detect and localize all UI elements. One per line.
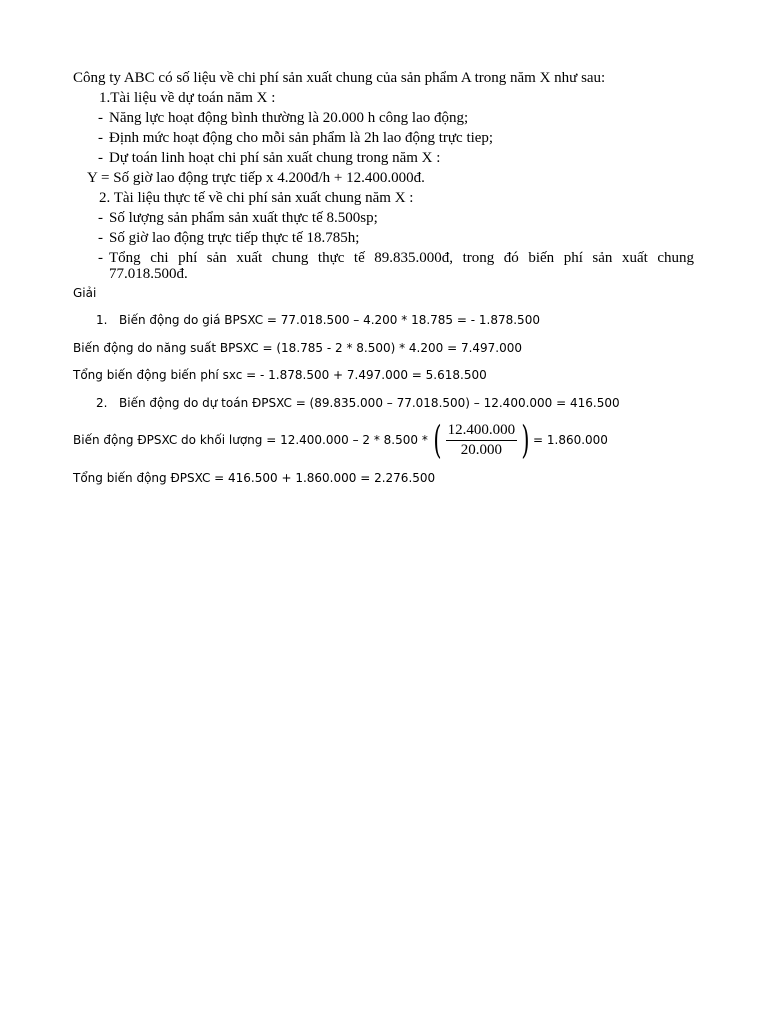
list-item-text: Dự toán linh hoạt chi phí sản xuất chung trong năm X : [109,150,441,166]
list-dash: - [98,230,103,246]
list-item-text: Năng lực hoạt động bình thường là 20.000 h công lao động; [109,110,469,126]
list-item-text: Số lượng sản phẩm sản xuất thực tế 8.500sp; [109,210,378,226]
solution-line-volume [73,420,608,460]
list-dash: - [98,250,103,266]
paren-open: ( [433,418,442,462]
volume-suffix: = 1.860.000 [533,433,608,447]
solution-item1-number: 1. [96,313,108,327]
solution-item2-number: 2. [96,396,108,410]
solution-item2-text: Biến động do dự toán ĐPSXC = (89.835.000 – 77.018.500) – 12.400.000 = 416.500 [119,396,620,410]
fraction-numerator: 12.400.000 [446,422,518,441]
list-dash: - [98,210,103,226]
solution-heading: Giải [73,286,97,300]
solution-line-productivity: Biến động do năng suất BPSXC = (18.785 - 2 * 8.500) * 4.200 = 7.497.000 [73,341,523,355]
solution-line-total-variable: Tổng biến động biến phí sxc = - 1.878.500 + 7.497.000 = 5.618.500 [73,368,487,382]
paren-close: ) [521,418,530,462]
fraction-denominator: 20.000 [460,441,503,458]
problem-intro: Công ty ABC có số liệu về chi phí sản xuất chung của sản phẩm A trong năm X như sau: [73,70,606,86]
list-dash: - [98,130,103,146]
list-dash: - [98,110,103,126]
section1-title: 1.Tài liệu về dự toán năm X : [99,90,276,106]
solution-item1-text: Biến động do giá BPSXC = 77.018.500 – 4.200 * 18.785 = - 1.878.500 [119,313,540,327]
section2-last-line2: 77.018.500đ. [109,266,188,282]
section2-last-line1: Tổng chi phí sản xuất chung thực tế 89.835.000đ, trong đó biến phí sản xuất chung [109,250,694,266]
section2-title: 2. Tài liệu thực tế về chi phí sản xuất chung năm X : [99,190,414,206]
list-item-text: Số giờ lao động trực tiếp thực tế 18.785h; [109,230,360,246]
volume-prefix: Biến động ĐPSXC do khối lượng = 12.400.000 – 2 * 8.500 * [73,433,428,447]
list-item-text: Định mức hoạt động cho mỗi sản phẩm là 2h lao động trực tiep; [109,130,494,146]
budget-formula: Y = Số giờ lao động trực tiếp x 4.200đ/h + 12.400.000đ. [87,170,425,186]
solution-line-total-fixed: Tổng biến động ĐPSXC = 416.500 + 1.860.000 = 2.276.500 [73,471,436,485]
fraction [446,422,518,459]
list-dash: - [98,150,103,166]
